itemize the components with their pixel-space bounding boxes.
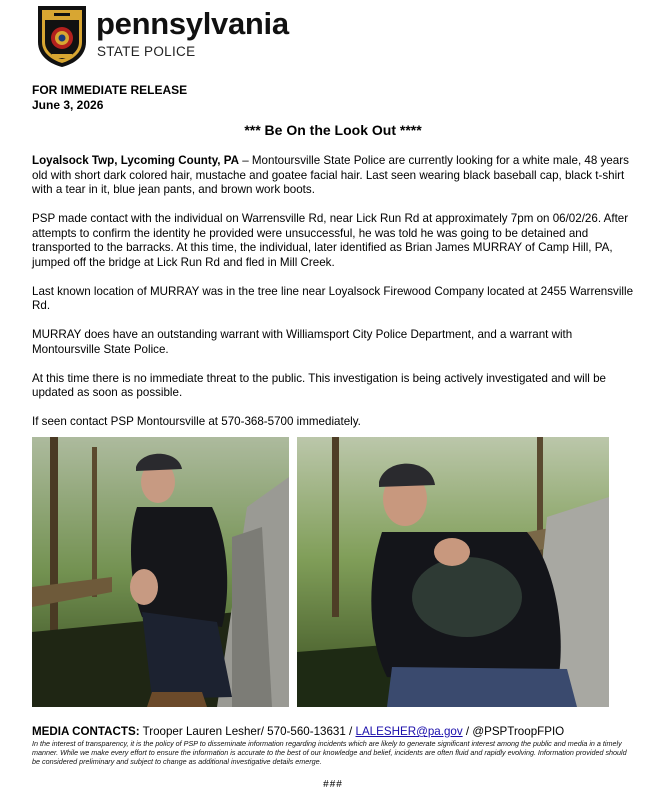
paragraph-threat-status: At this time there is no immediate threat to the public. This investigation is being actively investigated and will be updated as soon as possible. bbox=[32, 371, 606, 399]
release-body bbox=[32, 154, 636, 444]
brand-subtitle: STATE POLICE bbox=[97, 44, 196, 59]
state-police-badge-icon bbox=[32, 2, 92, 68]
release-block bbox=[32, 83, 187, 113]
release-date: June 3, 2026 bbox=[32, 98, 104, 112]
suspect-photo-2-image bbox=[297, 437, 609, 707]
disclaimer: In the interest of transparency, it is the policy of PSP to disseminate information regarding incidents which are likely to generate significant interest among the public and media in a timely manner. While we make every effort to ensure the information is accurate to the best of our knowledge and belief, incidents are often fluid and rapidly evolving. Information provided should be considered preliminary and subject to change as additional investigative details emerge. bbox=[32, 739, 627, 766]
suspect-photo-1-image bbox=[32, 437, 289, 707]
brand-name: pennsylvania bbox=[96, 6, 289, 41]
page-title: *** Be On the Look Out **** bbox=[244, 122, 422, 138]
letterhead bbox=[32, 2, 632, 68]
summary-text: – Montoursville State Police are currently looking for a white male, 48 years old with short dark colored hair, mustache and goatee facial hair. Last seen wearing black baseball cap, black t-shirt with a tear in it, blue jean pants, and brown work boots. bbox=[32, 154, 629, 196]
paragraph-contact-details: PSP made contact with the individual on Warrensville Rd, near Lick Run Rd at approximately 7pm on 06/02/26. After attempts to confirm the identity he provided were unsuccessful, he was told he was going to be detained and transported to the barracks. At this time, the individual, later identified as Brian James MURRAY of Camp Hill, PA, jumped off the bridge at Lick Run Rd and fled in Mill Creek. bbox=[32, 212, 629, 269]
paragraph-warrants: MURRAY does have an outstanding warrant with Williamsport City Police Department, and a warrant with Montoursville State Police. bbox=[32, 328, 573, 356]
media-contacts bbox=[32, 725, 640, 739]
media-contacts-handle: / @PSPTroopFPIO bbox=[462, 725, 565, 738]
media-contacts-text: Trooper Lauren Lesher/ 570-560-13631 / bbox=[139, 725, 356, 738]
location-lead: Loyalsock Twp, Lycoming County, PA bbox=[32, 154, 239, 167]
suspect-photo-2 bbox=[297, 437, 609, 707]
paragraph-last-location: Last known location of MURRAY was in the tree line near Loyalsock Firewood Company located at 2455 Warrensville Rd. bbox=[32, 284, 634, 312]
paragraph-call-to-action: If seen contact PSP Montoursville at 570-368-5700 immediately. bbox=[32, 415, 361, 428]
paragraph-summary bbox=[32, 154, 636, 198]
suspect-photo-1 bbox=[32, 437, 289, 707]
end-mark: ### bbox=[323, 779, 343, 790]
release-label: FOR IMMEDIATE RELEASE bbox=[32, 83, 188, 97]
media-contacts-label: MEDIA CONTACTS: bbox=[32, 725, 140, 738]
media-contact-email-link[interactable]: LALESHER@pa.gov bbox=[355, 725, 463, 738]
